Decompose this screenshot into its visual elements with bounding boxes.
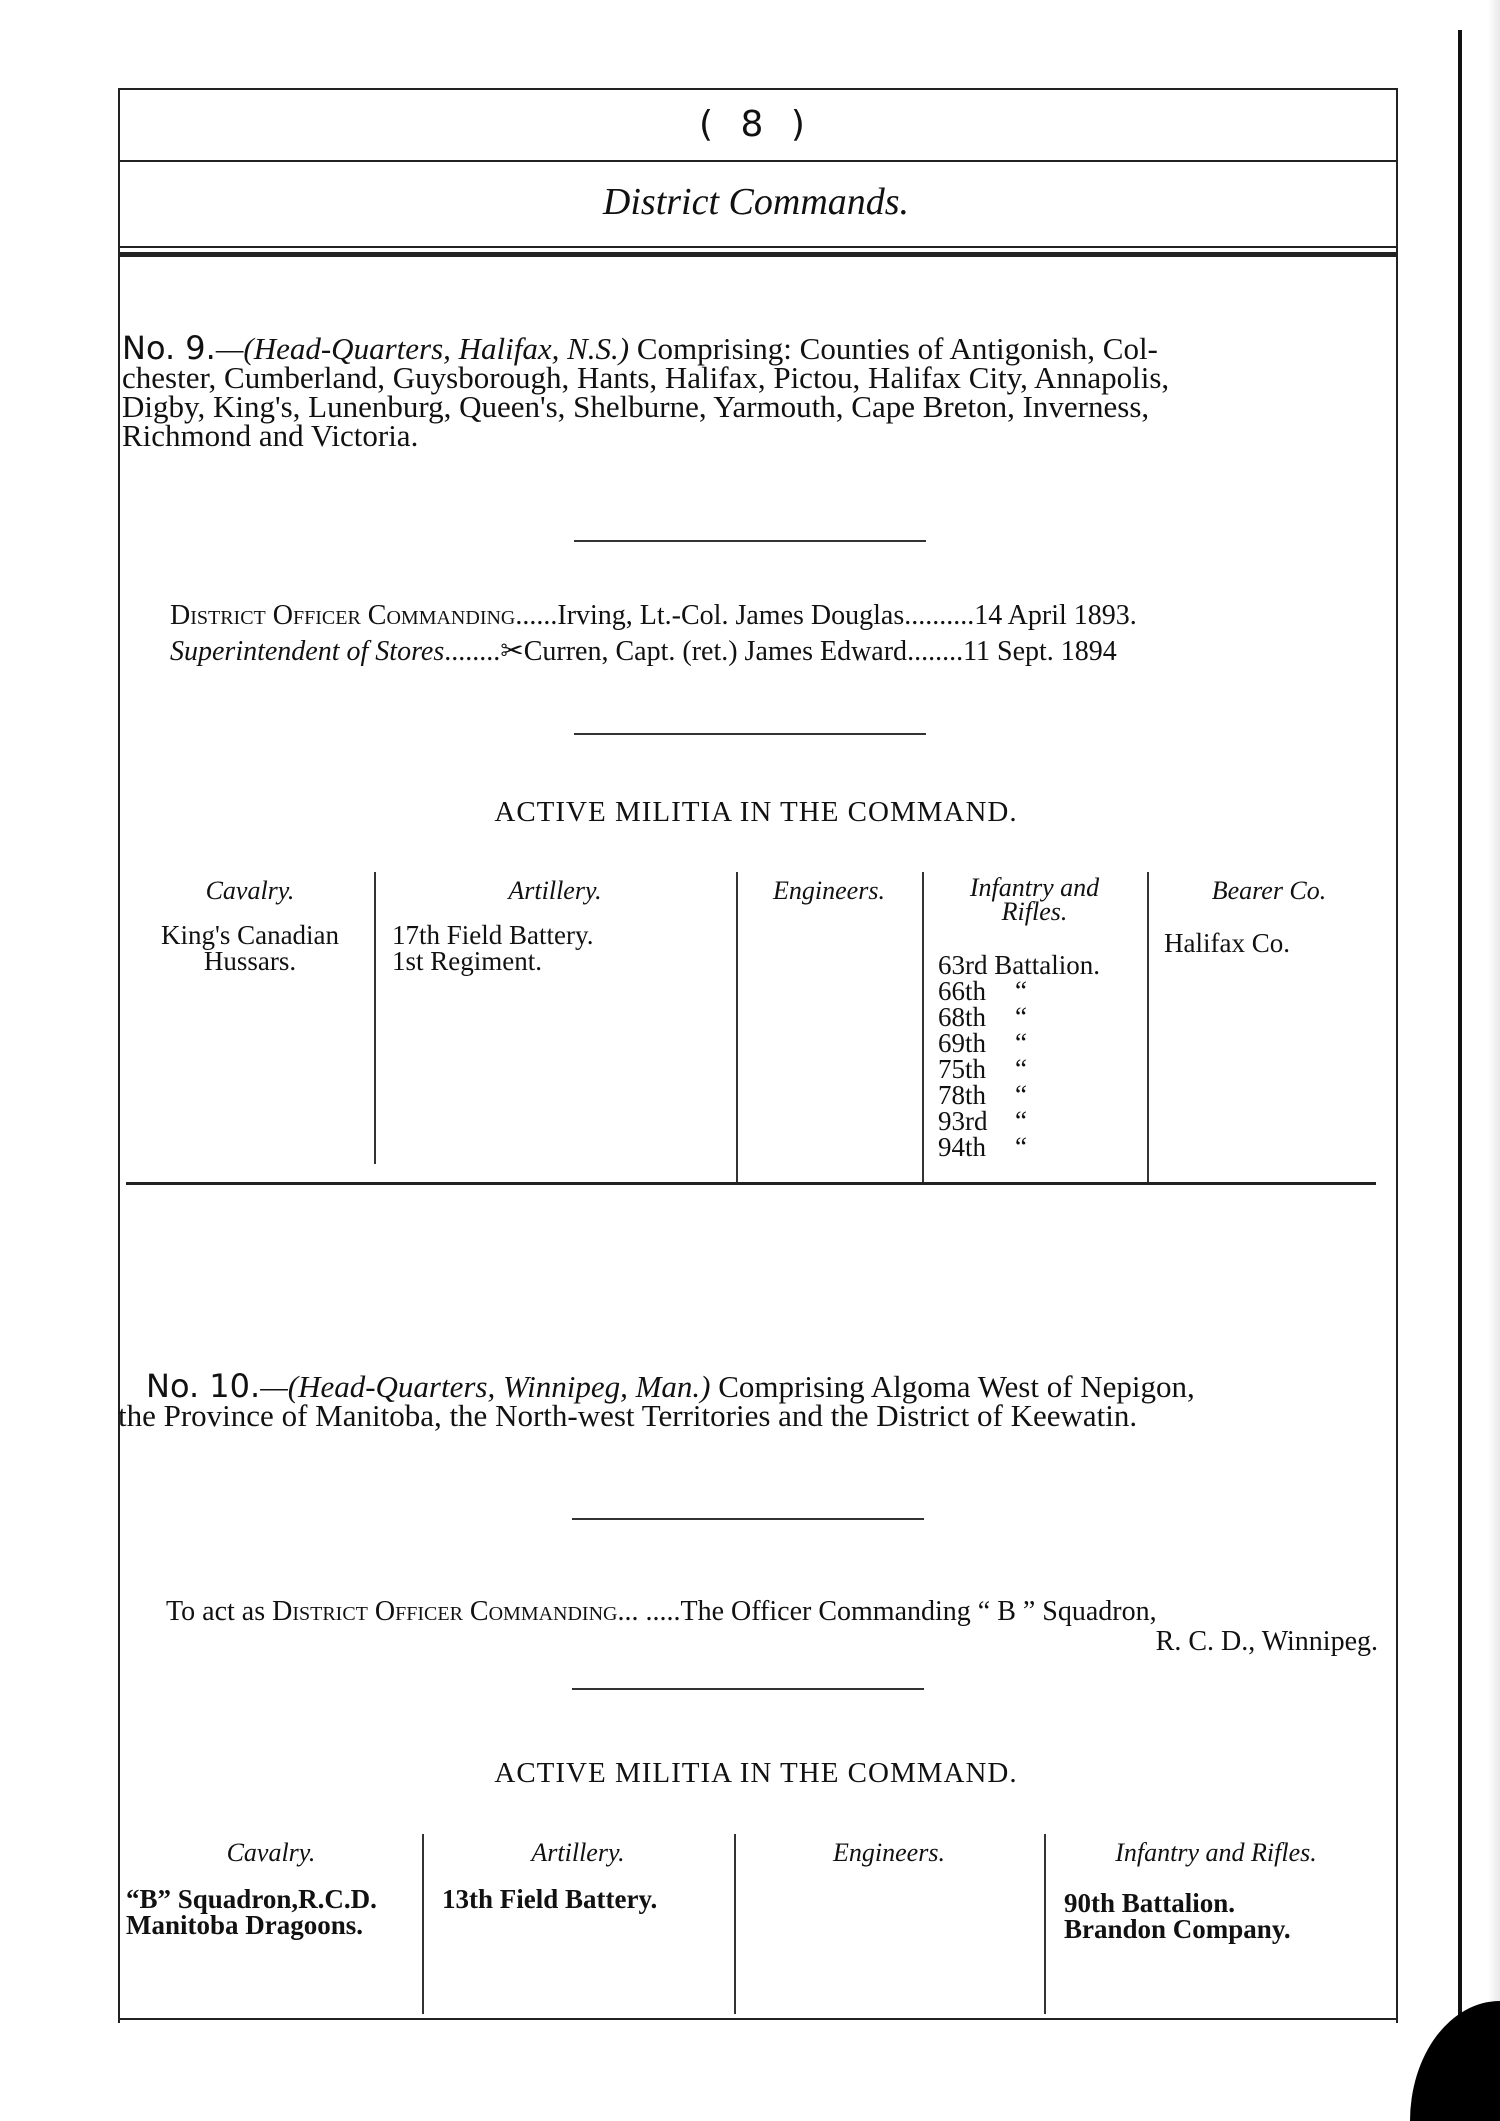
ditto-column bbox=[1015, 978, 1055, 1160]
section-separator bbox=[572, 1688, 924, 1690]
ditto-mark: “ bbox=[1015, 1080, 1027, 1110]
artillery-cell bbox=[442, 1886, 657, 1912]
ditto-mark: “ bbox=[1015, 1002, 1027, 1032]
dot-leader: ...... bbox=[515, 600, 558, 631]
binding-edge bbox=[1458, 30, 1462, 2030]
unit-entry: 17th Field Battery. bbox=[392, 920, 594, 950]
officer-date: 14 April 1893. bbox=[974, 600, 1137, 631]
district-10-militia-heading: ACTIVE MILITIA IN THE COMMAND. bbox=[494, 1757, 1018, 1789]
district-10-officer-commanding bbox=[166, 1596, 1157, 1628]
engineers-header: Engineers. bbox=[773, 876, 885, 905]
title-rule-thin bbox=[118, 246, 1396, 248]
district-10-desc-line: Comprising Algoma West of Nepigon, bbox=[718, 1369, 1195, 1404]
section-separator bbox=[574, 540, 926, 542]
ditto-mark: “ bbox=[1015, 1028, 1027, 1058]
column-divider bbox=[1147, 872, 1149, 1182]
frame-bottom-rule bbox=[118, 2018, 1396, 2020]
unit-entry: 90th Battalion. bbox=[1064, 1888, 1236, 1918]
officer-name: Irving, Lt.-Col. James Douglas bbox=[557, 600, 905, 631]
officer-role: District Officer Commanding bbox=[170, 600, 516, 631]
unit-entry: Hussars. bbox=[203, 946, 297, 976]
district-10-number: No. 10. bbox=[146, 1367, 261, 1405]
unit-entry: 93rd bbox=[938, 1106, 988, 1136]
frame-top-rule bbox=[118, 88, 1396, 90]
district-9-headquarters: —(Head-Quarters, Halifax, N.S.) bbox=[215, 331, 630, 366]
cavalry-header: Cavalry. bbox=[226, 1838, 316, 1867]
column-divider bbox=[374, 872, 376, 1164]
district-10-description bbox=[118, 1367, 1380, 1433]
officer-name: Curren, Capt. (ret.) James Edward bbox=[523, 636, 908, 667]
cavalry-cell bbox=[128, 922, 372, 974]
unit-entry: Halifax Co. bbox=[1164, 928, 1290, 958]
unit-entry: 94th bbox=[938, 1132, 987, 1162]
district-9-desc-line: Richmond and Victoria. bbox=[122, 418, 419, 453]
dot-leader: ........ bbox=[907, 636, 964, 667]
district-10-desc-line: the Province of Manitoba, the North-west Territories and the District of Keewatin. bbox=[118, 1398, 1138, 1433]
infantry-cell bbox=[1064, 1890, 1291, 1942]
unit-entry: 13th Field Battery. bbox=[442, 1884, 658, 1914]
officer-name: The Officer Commanding “ B ” Squadron, bbox=[680, 1596, 1157, 1627]
unit-entry: 75th bbox=[938, 1054, 987, 1084]
district-9-superintendent-stores bbox=[170, 634, 1117, 668]
district-9-officer-commanding bbox=[170, 600, 1137, 632]
bearer-header: Bearer Co. bbox=[1211, 876, 1327, 905]
unit-entry: King's Canadian bbox=[160, 920, 340, 950]
officer-role: Superintendent of Stores bbox=[170, 636, 445, 667]
district-9-desc-line: Digby, King's, Lunenburg, Queen's, Shelburne, Yarmouth, Cape Breton, Inverness, bbox=[122, 389, 1150, 424]
district-9-desc-line: Comprising: Counties of Antigonish, Col- bbox=[636, 331, 1158, 366]
unit-entry: Manitoba Dragoons. bbox=[126, 1910, 364, 1940]
dot-leader: ... ..... bbox=[617, 1596, 681, 1627]
unit-entry: “B” Squadron,R.C.D. bbox=[126, 1884, 377, 1914]
district-9-end-rule bbox=[126, 1182, 1376, 1185]
infantry-header-line: Infantry and bbox=[969, 873, 1100, 902]
unit-entry: 69th bbox=[938, 1028, 987, 1058]
unit-entry: 78th bbox=[938, 1080, 987, 1110]
infantry-header bbox=[924, 873, 1145, 926]
district-10-headquarters: —(Head-Quarters, Winnipeg, Man.) bbox=[260, 1369, 711, 1404]
unit-entry: 66th bbox=[938, 976, 987, 1006]
unit-entry: 68th bbox=[938, 1002, 987, 1032]
ditto-mark: “ bbox=[1015, 1106, 1027, 1136]
artillery-header: Artillery. bbox=[508, 876, 602, 905]
section-separator bbox=[574, 733, 926, 735]
dot-leader: .......... bbox=[904, 600, 975, 631]
page-number: ( 8 ) bbox=[699, 104, 813, 145]
section-separator bbox=[572, 1518, 924, 1520]
infantry-header: Infantry and Rifles. bbox=[1115, 1838, 1317, 1867]
page-title: District Commands. bbox=[602, 181, 910, 223]
cavalry-cell bbox=[126, 1886, 377, 1938]
ditto-mark: “ bbox=[1015, 1054, 1027, 1084]
unit-entry: 1st Regiment. bbox=[392, 946, 542, 976]
district-9-description bbox=[122, 329, 1380, 453]
dot-leader: ........✂ bbox=[444, 636, 524, 667]
ditto-mark: “ bbox=[1015, 1132, 1027, 1162]
cavalry-header: Cavalry. bbox=[205, 876, 295, 905]
ditto-mark: “ bbox=[1015, 976, 1027, 1006]
district-9-militia-heading: ACTIVE MILITIA IN THE COMMAND. bbox=[494, 796, 1018, 828]
page-edge-shadow bbox=[1488, 0, 1500, 2121]
district-9-number: No. 9. bbox=[122, 329, 216, 367]
officer-role: District Officer Commanding bbox=[272, 1596, 618, 1627]
district-9-desc-line: chester, Cumberland, Guysborough, Hants, Halifax, Pictou, Halifax City, Annapolis, bbox=[122, 360, 1170, 395]
artillery-cell bbox=[392, 922, 593, 974]
bearer-cell bbox=[1164, 930, 1290, 956]
engineers-header: Engineers. bbox=[833, 1838, 945, 1867]
column-divider bbox=[736, 872, 738, 1182]
scan-corner-shadow bbox=[1410, 2001, 1500, 2121]
unit-entry: 63rd Battalion. bbox=[938, 950, 1100, 980]
unit-entry: Brandon Company. bbox=[1064, 1914, 1291, 1944]
infantry-header-line: Rifles. bbox=[1001, 897, 1068, 926]
officer-prefix: To act as bbox=[166, 1596, 266, 1627]
officer-name-continued: R. C. D., Winnipeg. bbox=[1155, 1626, 1378, 1657]
artillery-header: Artillery. bbox=[531, 1838, 625, 1867]
title-rule-thick bbox=[118, 252, 1396, 257]
officer-date: 11 Sept. 1894 bbox=[963, 636, 1117, 667]
header-rule bbox=[118, 160, 1396, 162]
